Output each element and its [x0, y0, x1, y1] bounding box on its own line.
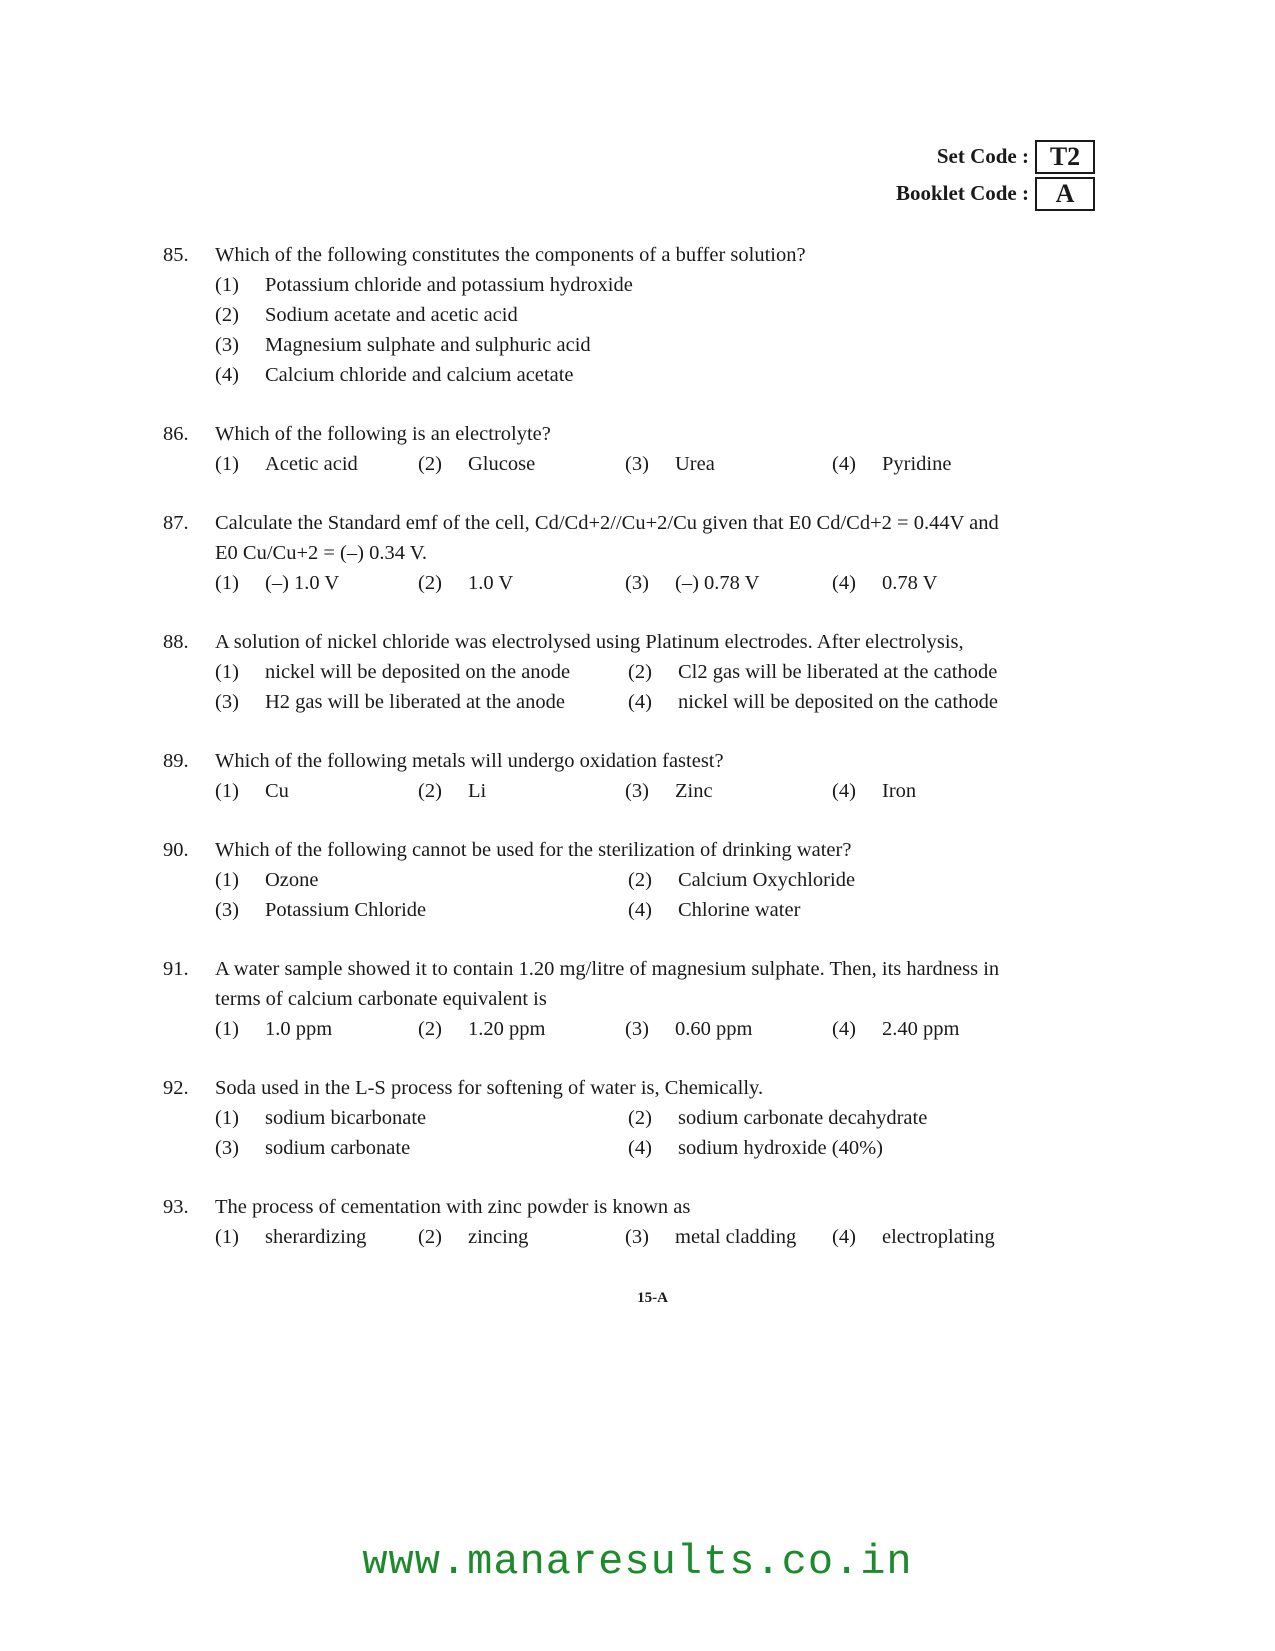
question-text-line-1: A water sample showed it to contain 1.20 mg/litre of magnesium sulphate. Then, its hardness in: [215, 958, 1000, 980]
option-1: [215, 657, 628, 687]
option-number: (2): [418, 572, 442, 594]
option-number: (4): [832, 780, 856, 802]
question-text: Which of the following metals will undergo oxidation fastest?: [215, 750, 724, 772]
option-row: [215, 1103, 1098, 1133]
option-number: (3): [625, 1018, 649, 1040]
option-list: [215, 270, 1098, 390]
option-number: (4): [628, 899, 652, 921]
question-text: Which of the following constitutes the components of a buffer solution?: [215, 244, 806, 266]
option-number: (1): [215, 1018, 239, 1040]
option-2: [628, 865, 1041, 895]
option-text: Chlorine water: [678, 899, 801, 921]
option-row: [215, 1133, 1098, 1163]
question-91: [163, 954, 1098, 1044]
option-number: (4): [832, 453, 856, 475]
question-90: [163, 835, 1098, 925]
option-text: Potassium Chloride: [265, 899, 427, 921]
option-row: [215, 776, 1098, 806]
option-2: [418, 568, 625, 598]
option-text: Sodium acetate and acetic acid: [265, 304, 518, 326]
option-number: (1): [215, 1107, 239, 1129]
option-1: [215, 1222, 418, 1252]
option-number: (1): [215, 1226, 239, 1248]
question-88: [163, 627, 1098, 717]
option-text: nickel will be deposited on the anode: [265, 661, 571, 683]
option-number: (4): [832, 1018, 856, 1040]
question-text: [215, 508, 1098, 568]
question-text: [215, 954, 1098, 1014]
option-number: (3): [625, 572, 649, 594]
option-text: Acetic acid: [265, 453, 358, 475]
option-4: [628, 687, 1041, 717]
option-text: Glucose: [468, 453, 536, 475]
option-1: [215, 776, 418, 806]
option-row: [215, 865, 1098, 895]
question-text: Soda used in the L-S process for softening of water is, Chemically.: [215, 1077, 764, 1099]
option-4: [832, 568, 1039, 598]
option-number: (2): [418, 780, 442, 802]
option-number: (2): [418, 1226, 442, 1248]
question-number: 87.: [163, 512, 189, 534]
question-text: A solution of nickel chloride was electrolysed using Platinum electrodes. After electrolysis,: [215, 631, 964, 653]
option-2: [418, 776, 625, 806]
set-code-value: T2: [1035, 140, 1095, 174]
option-row: [215, 657, 1098, 687]
option-text: sodium carbonate: [265, 1137, 411, 1159]
option-text: H2 gas will be liberated at the anode: [265, 691, 565, 713]
set-code-row: [896, 138, 1095, 175]
option-row: [215, 1222, 1098, 1252]
option-number: (2): [628, 869, 652, 891]
website-watermark[interactable]: www.manaresults.co.in: [362, 1538, 913, 1586]
question-text-line-1: Calculate the Standard emf of the cell, Cd/Cd+2//Cu+2/Cu given that E0 Cd/Cd+2 = 0.44V and: [215, 512, 999, 534]
option-text: Potassium chloride and potassium hydroxide: [265, 274, 633, 296]
option-3: [215, 687, 628, 717]
option-number: (4): [832, 572, 856, 594]
option-3: [215, 895, 628, 925]
option-text: Iron: [882, 780, 917, 802]
option-text: Cu: [265, 780, 289, 802]
question-89: [163, 746, 1098, 806]
option-text: sherardizing: [265, 1226, 367, 1248]
option-1: [215, 865, 628, 895]
option-3: [625, 1222, 832, 1252]
option-text: Zinc: [675, 780, 713, 802]
option-2: [628, 657, 1041, 687]
option-number: (4): [628, 1137, 652, 1159]
option-3: [215, 1133, 628, 1163]
option-text: Urea: [675, 453, 715, 475]
option-number: (1): [215, 453, 239, 475]
question-text: The process of cementation with zinc powder is known as: [215, 1196, 691, 1218]
question-number: 92.: [163, 1077, 189, 1099]
option-number: (1): [215, 869, 239, 891]
option-3: [625, 776, 832, 806]
option-2: [418, 1222, 625, 1252]
option-text: Calcium Oxychloride: [678, 869, 856, 891]
option-2: [418, 449, 625, 479]
option-1: [215, 1103, 628, 1133]
question-number: 93.: [163, 1196, 189, 1218]
booklet-code-row: [896, 175, 1095, 212]
option-number: (3): [215, 691, 239, 713]
option-4: [832, 1014, 1039, 1044]
option-text: 1.0 ppm: [265, 1018, 333, 1040]
question-85: [163, 240, 1098, 390]
option-text: (–) 0.78 V: [675, 572, 760, 594]
option-text: 0.78 V: [882, 572, 938, 594]
page-code: 15-A: [637, 1290, 668, 1306]
question-86: [163, 419, 1098, 479]
option-1: [215, 568, 418, 598]
option-number: (4): [832, 1226, 856, 1248]
option-text: nickel will be deposited on the cathode: [678, 691, 998, 713]
question-number: 90.: [163, 839, 189, 861]
option-text: sodium hydroxide (40%): [678, 1137, 883, 1159]
option-text: Cl2 gas will be liberated at the cathode: [678, 661, 998, 683]
option-4: [832, 449, 1039, 479]
booklet-codes: [896, 138, 1095, 212]
option-text: (–) 1.0 V: [265, 572, 340, 594]
option-number: (3): [625, 453, 649, 475]
option-number: (3): [625, 780, 649, 802]
question-text: Which of the following cannot be used for the sterilization of drinking water?: [215, 839, 852, 861]
option-text: sodium bicarbonate: [265, 1107, 427, 1129]
question-text-line-2: E0 Cu/Cu+2 = (–) 0.34 V.: [215, 542, 428, 564]
option-text: 1.0 V: [468, 572, 514, 594]
option-number: (2): [418, 1018, 442, 1040]
option-3: [215, 330, 1098, 360]
option-4: [832, 1222, 1039, 1252]
option-text: metal cladding: [675, 1226, 797, 1248]
option-number: (3): [215, 1137, 239, 1159]
option-4: [215, 360, 1098, 390]
option-number: (4): [628, 691, 652, 713]
option-3: [625, 1014, 832, 1044]
option-number: (2): [418, 453, 442, 475]
question-list: [163, 240, 1098, 1281]
option-1: [215, 1014, 418, 1044]
option-4: [628, 895, 1041, 925]
option-number: (3): [625, 1226, 649, 1248]
question-87: [163, 508, 1098, 598]
option-text: Calcium chloride and calcium acetate: [265, 364, 574, 386]
option-text: 1.20 ppm: [468, 1018, 546, 1040]
option-number: (1): [215, 661, 239, 683]
option-number: (3): [215, 334, 239, 356]
option-3: [625, 449, 832, 479]
option-4: [832, 776, 1039, 806]
question-92: [163, 1073, 1098, 1163]
booklet-code-label: Booklet Code :: [896, 181, 1029, 205]
question-number: 91.: [163, 958, 189, 980]
option-text: zincing: [468, 1226, 529, 1248]
option-row: [215, 687, 1098, 717]
option-text: Ozone: [265, 869, 319, 891]
option-number: (1): [215, 780, 239, 802]
option-text: 2.40 ppm: [882, 1018, 960, 1040]
question-number: 89.: [163, 750, 189, 772]
question-93: [163, 1192, 1098, 1252]
question-number: 88.: [163, 631, 189, 653]
option-number: (2): [628, 661, 652, 683]
question-text-line-2: terms of calcium carbonate equivalent is: [215, 988, 547, 1010]
option-4: [628, 1133, 1041, 1163]
option-text: Pyridine: [882, 453, 952, 475]
option-number: (4): [215, 364, 239, 386]
option-1: [215, 449, 418, 479]
option-2: [215, 300, 1098, 330]
option-2: [628, 1103, 1041, 1133]
question-number: 85.: [163, 244, 189, 266]
option-3: [625, 568, 832, 598]
option-number: (2): [628, 1107, 652, 1129]
option-row: [215, 449, 1098, 479]
option-text: 0.60 ppm: [675, 1018, 753, 1040]
option-number: (3): [215, 899, 239, 921]
option-number: (1): [215, 572, 239, 594]
option-1: [215, 270, 1098, 300]
option-number: (2): [215, 304, 239, 326]
booklet-code-value: A: [1035, 177, 1095, 211]
option-row: [215, 895, 1098, 925]
option-number: (1): [215, 274, 239, 296]
set-code-label: Set Code :: [936, 144, 1029, 168]
option-text: Magnesium sulphate and sulphuric acid: [265, 334, 591, 356]
question-number: 86.: [163, 423, 189, 445]
option-row: [215, 568, 1098, 598]
option-text: electroplating: [882, 1226, 995, 1248]
option-row: [215, 1014, 1098, 1044]
question-text: Which of the following is an electrolyte?: [215, 423, 551, 445]
option-text: Li: [468, 780, 487, 802]
option-2: [418, 1014, 625, 1044]
option-text: sodium carbonate decahydrate: [678, 1107, 928, 1129]
